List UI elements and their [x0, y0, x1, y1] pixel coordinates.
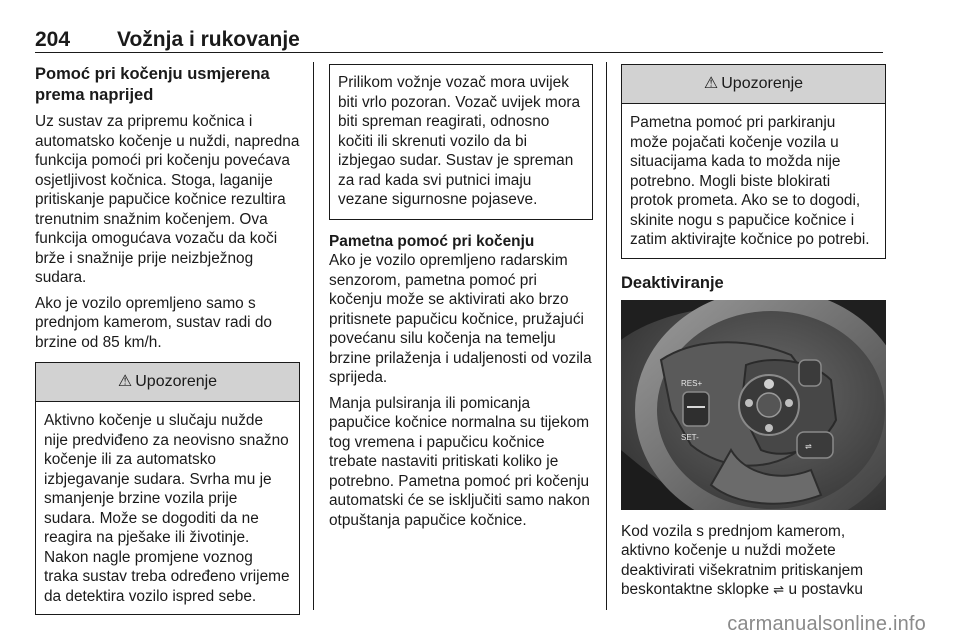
chapter-title: Vožnja i rukovanje	[117, 28, 300, 51]
svg-text:⇌: ⇌	[805, 441, 812, 451]
section-heading: Pomoć pri kočenju usmjerena prema naprijed	[35, 65, 270, 104]
paragraph	[621, 522, 886, 601]
proximity-switch-icon: ⇌	[773, 583, 785, 598]
column-divider	[313, 62, 314, 610]
set-label: SET-	[681, 432, 699, 442]
section-heading: Deaktiviranje	[621, 273, 724, 292]
paragraph-text: u postavku	[788, 581, 863, 598]
column-3	[621, 64, 886, 607]
column-divider	[606, 62, 607, 610]
warning-header	[36, 363, 299, 402]
page-header	[35, 28, 883, 53]
steering-wheel-image	[621, 300, 886, 510]
steering-wheel-photo	[621, 300, 886, 510]
column-2	[329, 64, 593, 536]
res-label: RES+	[681, 378, 703, 388]
paragraph: Ako je vozilo opremljeno radarskim senzorom, pametna pomoć pri kočenju može se aktivirati ako brzo pritisnete papučicu kočnice, pružajući povećanu silu kočenja na temelju brzine prilaženja i udaljenosti od vozila sprijeda.	[329, 252, 592, 386]
warning-icon: ⚠	[703, 75, 719, 92]
warning-icon: ⚠	[117, 373, 133, 390]
subsection-heading: Pametna pomoć pri kočenju	[329, 232, 535, 250]
warning-header	[622, 65, 885, 104]
paragraph: Uz sustav za pripremu kočnica i automatsko kočenje u nuždi, napredna funkcija pomoći pri kočenju povećava osjetljivost kočnica. Stoga, laganije pritiskanje papučice kočnice rezultira trenutnim snažnim kočenjem. Ova funkcija omogućava vozaču da koči brže i snažnije prije neizbježnog sudara.	[35, 113, 300, 286]
column-1	[35, 64, 300, 615]
warning-box	[35, 362, 300, 615]
watermark: carmanualsonline.info	[727, 613, 926, 635]
warning-title: Upozorenje	[721, 75, 804, 92]
paragraph-text: Kod vozila s prednjom kamerom, aktivno kočenje u nuždi možete deaktivirati višekratnim pritiskanjem beskontaktne sklopke	[621, 522, 864, 598]
warning-box	[621, 64, 886, 259]
paragraph: Manja pulsiranja ili pomicanja papučice kočnice normalna su tijekom tog vremena i papučicu kočnice trebate nastaviti pritiskati koliko je potrebno. Pametna pomoć pri kočenju automatski će se isključiti samo nakon otpuštanja papučice kočnice.	[329, 394, 590, 529]
warning-title: Upozorenje	[135, 373, 218, 390]
paragraph: Ako je vozilo opremljeno samo s prednjom kamerom, sustav radi do brzine od 85 km/h.	[35, 294, 272, 351]
warning-body: Pametna pomoć pri parkiranju može pojačati kočenje vozila u situacijama kada to možda nije potrebno. Mogli biste blokirati protok prometa. Ako se to dogodi, skinite nogu s papučice kočnice i zatim aktivirajte kočnice po potrebi.	[630, 114, 870, 248]
warning-body: Aktivno kočenje u slučaju nužde nije predviđeno za neovisno snažno kočenje ili za automatsko izbjegavanje sudara. Svrha mu je smanjenje brzine vozila prije sudara. Može se dogoditi da ne reagira na pješake ili životinje. Nakon nagle promjene voznog traka sustav treba određeno vrijeme da detektira vozilo ispred sebe.	[44, 412, 290, 605]
page-number: 204	[35, 28, 71, 51]
continued-warning-box: Prilikom vožnje vozač mora uvijek biti vrlo pozoran. Vozač uvijek mora biti spreman reagirati, odnosno kočiti ili skrenuti vozilo da bi izbjegao sudar. Sustav je spreman za rad kada svi putnici imaju vezane sigurnosne pojaseve.	[329, 64, 593, 220]
